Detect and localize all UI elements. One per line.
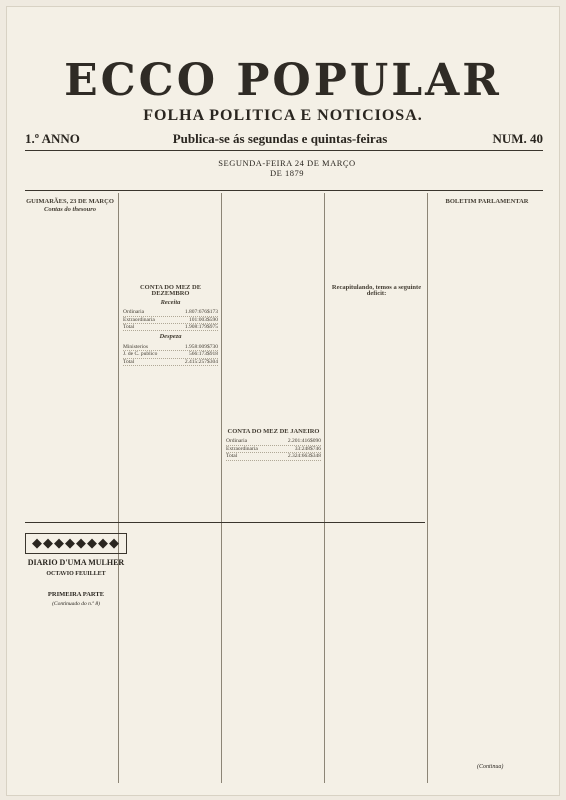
- publication-schedule: Publica-se ás segundas e quintas-feiras: [172, 131, 388, 146]
- column-2: [123, 197, 218, 517]
- folhetim-rule: [25, 522, 425, 523]
- table-row: [123, 351, 218, 358]
- issue-year: 1.º ANNO: [25, 131, 80, 146]
- column-divider: [427, 193, 428, 783]
- dezembro-receita-table: [123, 309, 218, 331]
- table-row: [226, 453, 321, 460]
- column-4: [329, 197, 424, 517]
- column-divider: [221, 193, 222, 783]
- column-1-heading: Contas do thesouro: [43, 206, 97, 214]
- row-value: 101:003$590: [188, 316, 218, 323]
- row-value: 566:173$918: [188, 351, 218, 358]
- header-rule-bottom: [25, 190, 543, 191]
- issue-info-bar: [25, 129, 543, 149]
- column-1-dateline: GUIMARÃES, 23 DE MARÇO: [26, 198, 114, 205]
- row-label: Extraordinaria: [123, 316, 155, 323]
- row-value: 1.958:009$730: [184, 343, 218, 350]
- table-row: [123, 317, 218, 324]
- folhetim-continuation: (Continuado do n.º 8): [52, 601, 100, 607]
- row-label: Total: [226, 453, 238, 460]
- row-label: Extraordinaria: [226, 445, 258, 452]
- table-row: [226, 438, 321, 445]
- row-label: Total: [123, 324, 135, 330]
- header-rule-top: [25, 150, 543, 151]
- column-1: [25, 197, 115, 517]
- column-3-heading: CONTA DO MEZ DE JANEIRO: [227, 428, 320, 435]
- issue-number: NUM. 40: [492, 131, 543, 146]
- column-divider: [118, 193, 119, 783]
- row-label: Ordinaria: [226, 438, 248, 445]
- table-row: [123, 309, 218, 316]
- janeiro-receita-table: [226, 438, 321, 460]
- folhetim-header: [25, 533, 127, 607]
- receita-label: Receita: [160, 298, 181, 306]
- column-5-heading: BOLETIM PARLAMENTAR: [445, 198, 529, 205]
- row-label: Ordinaria: [123, 309, 145, 316]
- row-value: 2.324:663$348: [287, 453, 321, 460]
- row-label: Total: [123, 358, 135, 365]
- folhetim-banner: ◆◆◆◆◆◆◆◆: [25, 533, 127, 554]
- row-value: 2.415:257$304: [184, 358, 218, 365]
- column-4-heading: Recapitulando, temos a seguinte deficit:: [331, 284, 422, 298]
- table-row: [123, 359, 218, 366]
- masthead-subtitle: FOLHA POLITICA E NOTICIOSA.: [143, 107, 423, 124]
- row-value: 1.807:676$173: [184, 309, 218, 316]
- row-label: Ministerios: [123, 343, 149, 350]
- column-2-heading: CONTA DO MEZ DE DEZEMBRO: [139, 284, 202, 298]
- column-divider: [324, 193, 325, 783]
- newspaper-page: [6, 6, 560, 796]
- row-value: 2.201:416$090: [287, 438, 321, 445]
- row-value: 1.908:179$975: [184, 324, 218, 330]
- editorial-notice: [369, 153, 543, 158]
- issue-date: SEGUNDA-FEIRA 24 DE MARÇO DE 1879: [218, 158, 356, 178]
- folhetim-part: PRIMEIRA PARTE: [47, 591, 105, 598]
- continua-note: (Continua): [477, 764, 504, 770]
- dezembro-despeza-table: [123, 344, 218, 366]
- folhetim-author: OCTAVIO FEUILLET: [46, 571, 106, 577]
- masthead-title: ECCO POPULAR: [64, 55, 502, 106]
- subscription-prices: [25, 153, 205, 158]
- column-3: [226, 197, 321, 517]
- table-row: [123, 324, 218, 331]
- column-5: [432, 197, 542, 787]
- despeza-label: Despeza: [159, 333, 182, 341]
- row-value: 33:248$746: [294, 445, 321, 452]
- row-label: J. de C. publico: [123, 351, 158, 358]
- folhetim-title: DIARIO D'UMA MULHER: [27, 558, 125, 567]
